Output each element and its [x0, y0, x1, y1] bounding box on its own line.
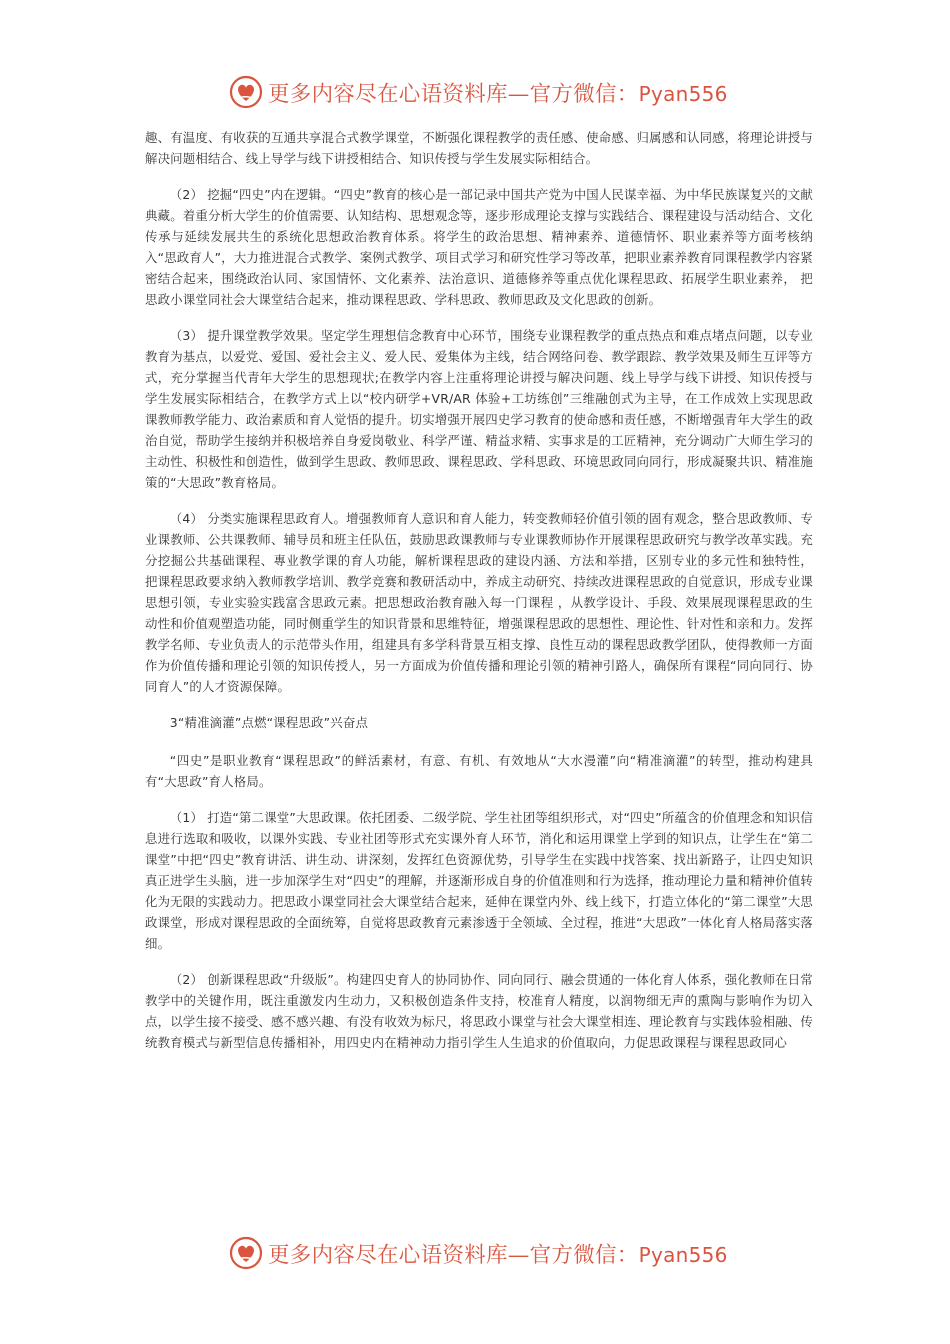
paragraph-item-2: （2） 挖掘“四史”内在逻辑。“四史”教育的核心是一部记录中国共产党为中国人民谋幸福、为中华民族谋复兴的文献典藏。着重分析大学生的价值需要、认知结构、思想观念等，逐步形成理论支撑与实践结合、课程建设与活动结合、文化传承与延续发展共生的系统化思想政治教育体系。将学生的政治思想、精神素养、道德情怀、职业素养等方面考核纳入“思政育人”，大力推进混合式教学、案例式教学、项目式学习和研究性学习等改革，把职业素养教育同课程教学内容紧密结合起来，围绕政治认同、家国情怀、文化素养、法治意识、道德修养等重点优化课程思政、拓展学生职业素养， 把思政小课堂同社会大课堂结合起来，推动课程思政、学科思政、教师思政及文化思政的创新。: [145, 187, 813, 307]
footer-banner: [228, 1233, 748, 1273]
paragraph-item-1: （1） 打造“第二课堂”大思政课。依托团委、二级学院、学生社团等组织形式，对“四史”所蕴含的价值理念和知识信息进行选取和吸收，以课外实践、专业社团等形式充实课外育人环节，消化和运用课堂上学到的知识点，让学生在“第二课堂”中把“四史”教育讲活、讲生动、讲深刻，发挥红色资源优势，引导学生在实践中找答案、找出新路子，让四史知识真正进学生头脑，进一步加深学生对“四史”的理解，并逐渐形成自身的价值准则和行为选择，推动理论力量和精神价值转化为无限的实践动力。把思政小课堂同社会大课堂结合起来，延伸在课堂内外、线上线下，打造立体化的“第二课堂”大思政课堂，形成对课程思政的全面统筹，自觉将思政教育元素渗透于全领域、全过程，推进“大思政”一体化育人格局落实落细。: [145, 810, 813, 951]
document-body: [145, 127, 813, 1068]
banner-slogan: 更多内容尽在心语资料库—官方微信：: [268, 81, 639, 107]
heart-logo-icon: [228, 74, 264, 110]
wechat-id: Pyan556: [638, 1242, 728, 1267]
section-heading: 3“精准滴灌”点燃“课程思政”兴奋点: [169, 715, 369, 730]
heart-logo-icon: [228, 1235, 264, 1271]
banner-text: [268, 77, 728, 108]
banner-text: [268, 1238, 728, 1269]
header-banner: [228, 72, 748, 112]
paragraph-intro: “四史”是职业教育“课程思政”的鲜活素材，有意、有机、有效地从“大水漫灌”向“精准滴灌”的转型，推动构建具有“大思政”育人格局。: [145, 753, 813, 789]
paragraph-item-4: （4） 分类实施课程思政育人。增强教师育人意识和育人能力，转变教师轻价值引领的固有观念，整合思政教师、专业课教师、公共课教师、辅导员和班主任队伍，鼓励思政课教师与专业课教师协作开展课程思政研究与教学改革实践。充分挖掘公共基础课程、專业教学课的育人功能，解析课程思政的建设内涵、方法和举措，区别专业的多元性和独特性， 把课程思政要求纳入教师教学培训、教学竞赛和教研活动中，养成主动研究、持续改进课程思政的自觉意识，形成专业课思想引领，专业实验实践富含思政元素。把思想政治教育融入每一门课程 ，从教学设计、手段、效果展现课程思政的生动性和价值观塑造功能，同时侧重学生的知识背景和思维特征，增强课程思政的思想性、理论性、针对性和亲和力。发挥教学名师、专业负责人的示范带头作用，组建具有多学科背景互相支撑、良性互动的课程思政教学团队，使得教师一方面作为价值传播和理论引领的知识传授人，另一方面成为价值传播和理论引领的精神引路人，确保所有课程“同向同行、协同育人”的人才资源保障。: [145, 511, 813, 694]
wechat-id: Pyan556: [638, 81, 728, 106]
banner-slogan: 更多内容尽在心语资料库—官方微信：: [268, 1242, 639, 1268]
paragraph-item-3: （3） 提升课堂教学效果。坚定学生理想信念教育中心环节，围绕专业课程教学的重点热点和难点堵点问题，以专业教育为基点，以爱党、爱国、爱社会主义、爱人民、爱集体为主线，结合网络问卷、教学跟踪、教学效果及师生互评等方式，充分掌握当代青年大学生的思想现状;在教学内容上注重将理论讲授与解决问题、线上导学与线下讲授、知识传授与学生发展实际相结合，在教学方式上以“校内研学+VR/AR 体验+工坊练创”三维融创式为主导，在工作成效上实现思政课教师教学能力、政治素质和育人觉悟的提升。切实增强开展四史学习教育的使命感和责任感，不断增强青年大学生的政治自觉，帮助学生接纳并积极培养自身爱岗敬业、科学严谨、精益求精、实事求是的工匠精神，充分调动广大师生学习的主动性、积极性和创造性，做到学生思政、教师思政、课程思政、学科思政、环境思政同向同行，形成凝聚共识、精准施策的“大思政”教育格局。: [145, 328, 813, 490]
paragraph-continuation: 趣、有温度、有收获的互通共享混合式教学课堂，不断强化课程教学的责任感、使命感、归属感和认同感，将理论讲授与解决问题相结合、线上导学与线下讲授相结合、知识传授与学生发展实际相结合。: [145, 130, 813, 166]
paragraph-item-2b: （2） 创新课程思政“升级版”。构建四史育人的协同协作、同向同行、融会贯通的一体化育人体系，强化教师在日常教学中的关键作用，既注重激发内生动力，又积极创造条件支持，校准育人精度，以润物细无声的熏陶与影响作为切入点，以学生接不接受、感不感兴趣、有没有收效为标尺，将思政小课堂与社会大课堂相连、理论教育与实践体验相融、传统教育模式与新型信息传播相补，用四史内在精神动力指引学生人生追求的价值取向，力促思政课程与课程思政同心: [145, 972, 813, 1050]
